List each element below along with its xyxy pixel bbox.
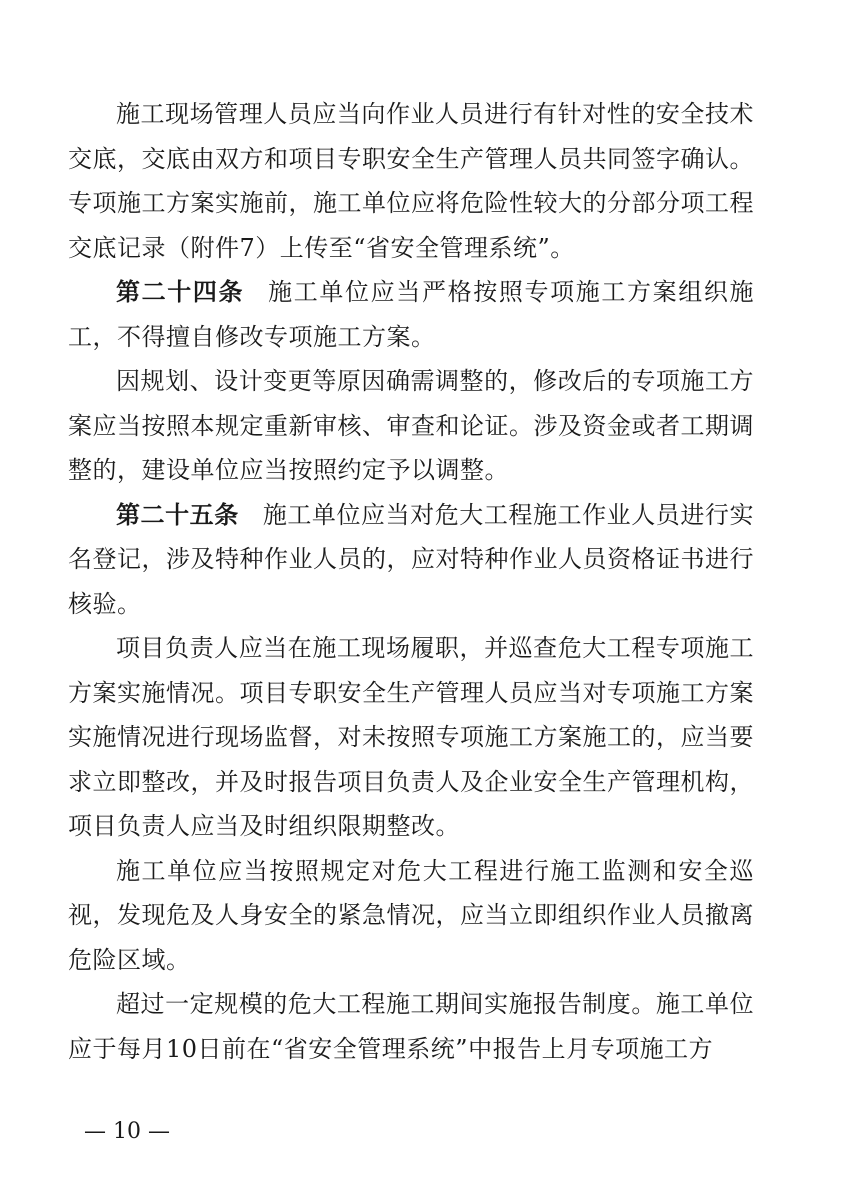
paragraph-text: 超过一定规模的危大工程施工期间实施报告制度。施工单位应于每月10日前在“省安全管理系统”中报告上月专项施工方 [68, 990, 754, 1063]
paragraph [68, 92, 754, 270]
paragraph-text: 因规划、设计变更等原因确需调整的，修改后的专项施工方案应当按照本规定重新审核、审查和论证。涉及资金或者工期调整的，建设单位应当按照约定予以调整。 [68, 367, 754, 484]
paragraph-article-25 [68, 493, 754, 627]
paragraph-text: 施工单位应当对危大工程施工作业人员进行实名登记，涉及特种作业人员的，应对特种作业人员资格证书进行核验。 [68, 500, 754, 618]
paragraph-article-24 [68, 270, 754, 359]
paragraph [68, 849, 754, 983]
body-text [68, 92, 754, 1071]
page-number: — 10 — [84, 1119, 170, 1144]
paragraph [68, 626, 754, 849]
paragraph-text: 施工单位应当按照规定对危大工程进行施工监测和安全巡视，发现危及人身安全的紧急情况，应当立即组织作业人员撤离危险区域。 [68, 856, 754, 974]
paragraph [68, 982, 754, 1071]
paragraph-text: 项目负责人应当在施工现场履职，并巡查危大工程专项施工方案实施情况。项目专职安全生产管理人员应当对专项施工方案实施情况进行现场监督，对未按照专项施工方案施工的，应当要求立即整改，并及时报告项目负责人及企业安全生产管理机构，项目负责人应当及时组织限期整改。 [68, 634, 754, 840]
article-number: 第二十四条 [116, 278, 245, 306]
paragraph [68, 359, 754, 493]
paragraph-text: 施工单位应当严格按照专项施工方案组织施工，不得擅自修改专项施工方案。 [68, 278, 755, 351]
article-number: 第二十五条 [116, 500, 239, 529]
paragraph-text: 施工现场管理人员应当向作业人员进行有针对性的安全技术交底，交底由双方和项目专职安全生产管理人员共同签字确认。专项施工方案实施前，施工单位应将危险性较大的分部分项工程交底记录（附件7）上传至“省安全管理系统”。 [68, 100, 754, 262]
